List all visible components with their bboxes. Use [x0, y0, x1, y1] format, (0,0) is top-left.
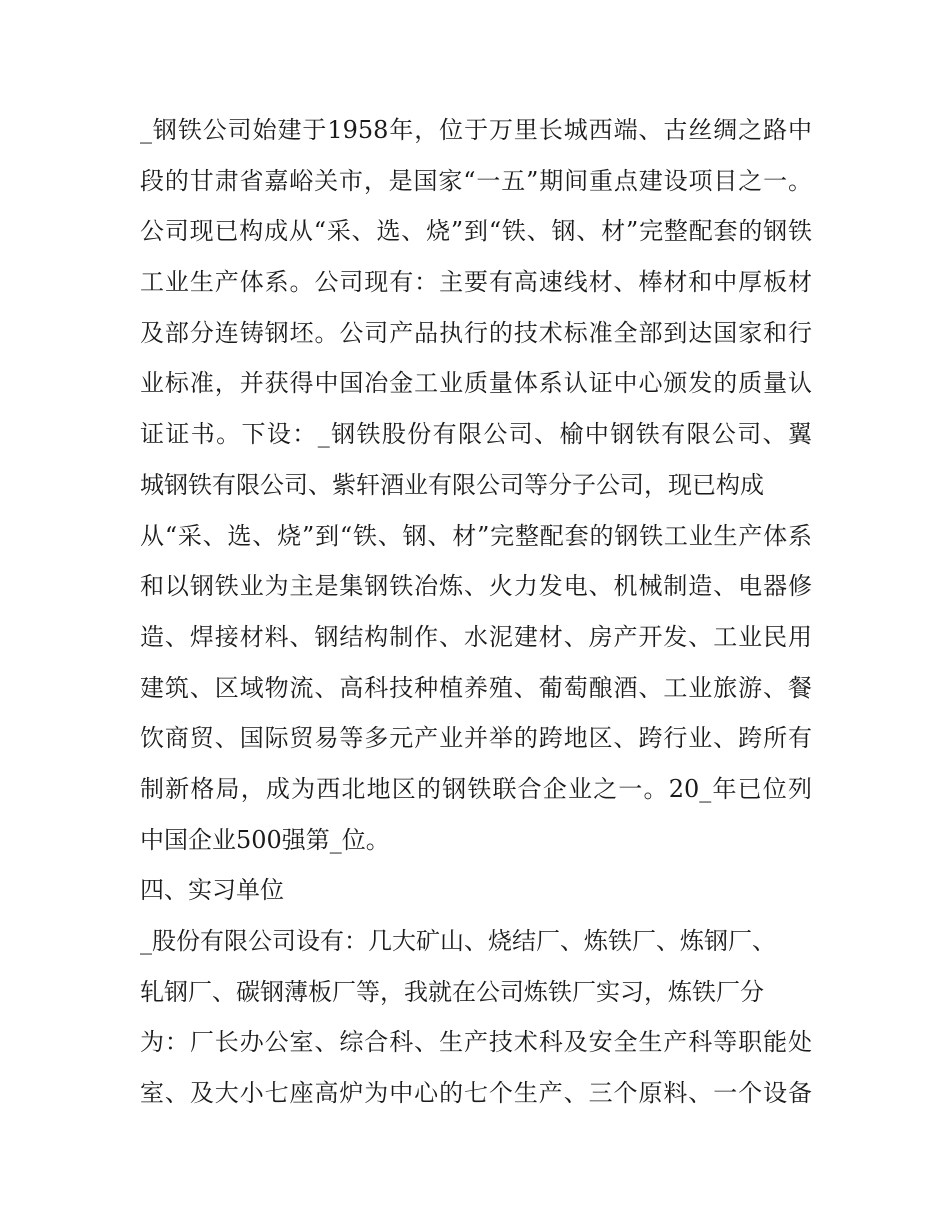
- text-line: 从“采、选、烧”到“铁、钢、材”完整配套的钢铁工业生产体系: [140, 521, 812, 550]
- text-line: 工业生产体系。公司现有：主要有高速线材、棒材和中厚板材: [140, 268, 812, 297]
- section-heading: [140, 865, 812, 916]
- paragraph-internship-unit: [140, 916, 812, 1119]
- section-heading-text: 四、实习单位: [140, 876, 284, 905]
- document-page: [140, 105, 812, 1119]
- text-line: 制新格局，成为西北地区的钢铁联合企业之一。20_年已位列: [140, 774, 812, 803]
- text-line: 和以钢铁业为主是集钢铁冶炼、火力发电、机械制造、电器修: [140, 572, 812, 601]
- text-line: 城钢铁有限公司、紫轩酒业有限公司等分子公司，现已构成: [140, 470, 764, 499]
- text-line: 室、及大小七座高炉为中心的七个生产、三个原料、一个设备: [140, 1079, 812, 1108]
- text-line: 饮商贸、国际贸易等多元产业并举的跨地区、跨行业、跨所有: [140, 724, 812, 753]
- text-line: 轧钢厂、碳钢薄板厂等，我就在公司炼铁厂实习，炼铁厂分: [140, 977, 764, 1006]
- text-line: _股份有限公司设有：几大矿山、烧结厂、炼铁厂、炼钢厂、: [140, 927, 776, 955]
- text-line: 造、焊接材料、钢结构制作、水泥建材、房产开发、工业民用: [140, 622, 812, 651]
- text-line: _钢铁公司始建于1958年，位于万里长城西端、古丝绸之路中: [140, 116, 812, 144]
- paragraph-company-intro: [140, 105, 812, 865]
- text-line: 建筑、区域物流、高科技种植养殖、葡萄酿酒、工业旅游、餐: [140, 673, 812, 702]
- text-line: 证证书。下设：_钢铁股份有限公司、榆中钢铁有限公司、翼: [140, 420, 812, 449]
- text-line: 段的甘肃省嘉峪关市，是国家“一五”期间重点建设项目之一。: [140, 166, 812, 195]
- text-line: 业标准，并获得中国冶金工业质量体系认证中心颁发的质量认: [140, 369, 812, 398]
- text-line: 及部分连铸钢坯。公司产品执行的技术标准全部到达国家和行: [140, 318, 812, 347]
- text-line: 公司现已构成从“采、选、烧”到“铁、钢、材”完整配套的钢铁: [140, 217, 812, 246]
- text-line: 中国企业500强第_位。: [140, 825, 390, 854]
- text-line: 为：厂长办公室、综合科、生产技术科及安全生产科等职能处: [140, 1028, 812, 1057]
